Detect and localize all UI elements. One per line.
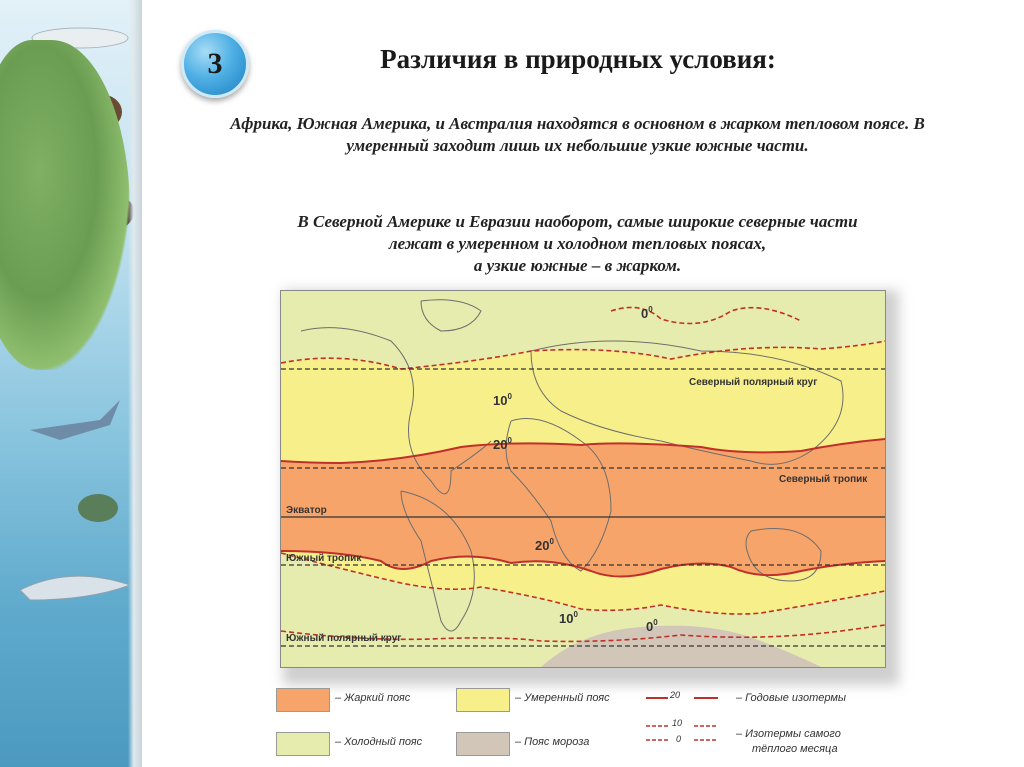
legend-annual-isotherms: – Годовые изотермы (736, 692, 846, 704)
paragraph2-line2: лежат в умеренном и холодном тепловых поясах, (388, 234, 767, 253)
legend-hot-belt: – Жаркий пояс (335, 692, 411, 704)
swatch-cold-belt (276, 732, 330, 756)
label-south-tropic: Южный тропик (286, 553, 362, 564)
legend-warm-month-isotherms-line1: – Изотермы самого (736, 728, 841, 740)
label-equator: Экватор (286, 505, 327, 516)
label-isotherm-0-north: $0^0$ (641, 305, 653, 321)
label-isotherm-20-south: $20^0$ (535, 537, 554, 553)
paragraph2-line3: а узкие южные – в жарком. (473, 256, 682, 275)
swatch-frost-belt (456, 732, 510, 756)
label-isotherm-0-south: $0^0$ (646, 618, 658, 634)
label-isotherm-20-north: $20^0$ (493, 436, 512, 452)
legend-warm-month-value-0: 0 (676, 734, 682, 744)
label-north-tropic: Северный тропик (779, 474, 868, 485)
legend-temperate-belt: – Умеренный пояс (515, 692, 610, 704)
paragraph2-line1: В Северной Америке и Евразии наоборот, самые широкие северные части (297, 212, 858, 231)
legend-frost-belt: – Пояс мороза (515, 736, 590, 748)
slide-title: Различия в природных условия: (380, 44, 776, 74)
label-isotherm-10-north: $10^0$ (493, 392, 512, 408)
legend-warm-month-isotherms-line2: тёплого месяца (752, 743, 838, 755)
swatch-hot-belt (276, 688, 330, 712)
swatch-temperate-belt (456, 688, 510, 712)
slide-number: 3 (207, 47, 223, 80)
label-north-polar-circle: Северный полярный круг (689, 377, 818, 388)
legend-cold-belt: – Холодный пояс (335, 736, 423, 748)
legend-annual-isotherm-value: 20 (670, 690, 681, 700)
paragraph-southern-continents: Африка, Южная Америка, и Австралия находятся в основном в жарком тепловом поясе. В умеренный заходит лишь их небольшие узкие южные части. (230, 114, 925, 155)
legend-isotherm-samples (646, 684, 726, 744)
label-isotherm-10-south: $10^0$ (559, 610, 578, 626)
label-south-polar-circle: Южный полярный круг (286, 633, 402, 644)
legend-warm-month-value-10: 10 (672, 718, 683, 728)
